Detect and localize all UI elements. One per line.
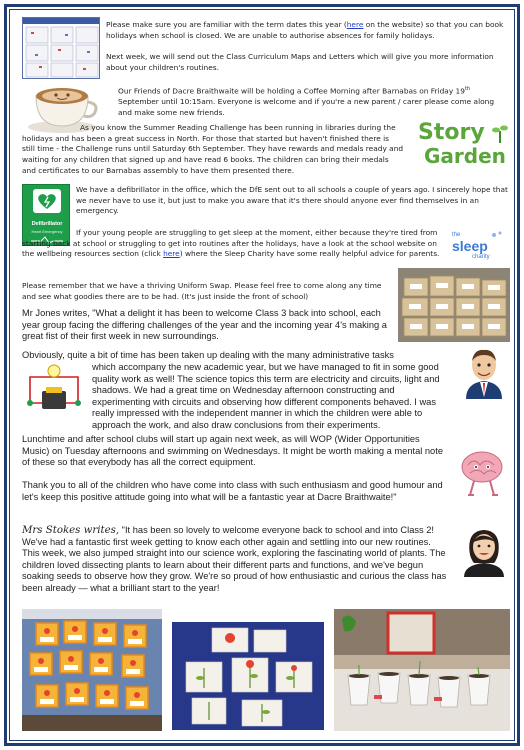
mrs-stokes-caricature [460, 525, 508, 577]
defib-sign-sub: Heart Emergency [31, 229, 63, 234]
uniform-boxes-photo [398, 268, 510, 342]
term-dates-link[interactable]: here [346, 20, 364, 29]
class3-thanks-paragraph: Thank you to all of the children who have come into class with such enthusiasm and good humour and let's keep this positive attitude going into what will be a fantastic year at Dacre Braithwaite!" [22, 480, 443, 502]
class3-intro-paragraph: Mr Jones writes, "What a delight it has been to welcome Class 3 back into school, each year group facing the differing challenges of the year and the incoming year 4's making a great fist of their first week in new surroundings. [22, 308, 387, 342]
story-garden-word-2: Garden [424, 144, 506, 168]
sleep-link[interactable]: here [163, 249, 180, 259]
class3-tasks-line: Obviously, quite a bit of time has been taken up dealing with the many administrative tasks [22, 350, 394, 360]
term-dates-text-2: on the website) so that you can book holidays when school is closed. We are unable to authorise absences for family holidays. [106, 20, 504, 40]
seed-cups-photo [334, 609, 510, 731]
coffee-morning-text: Our Friends of Dacre Braithwaite will be holding a Coffee Morning after Barnabas on Friday 19 [118, 86, 465, 96]
story-garden-logo [410, 121, 510, 173]
mrs-stokes-heading: Mrs Stokes writes, [22, 525, 120, 536]
class2-text: "It has been so lovely to welcome everyone back to school and into Class 2! We've had a fantastic first week getting to know each other again and settling into our new routines. This week, we also jumped straight into our science work, exploring the fascinating world of plants. The children loved dissecting plants to learn about their different parts and functions, and we've begun soaking seeds to observe how they grow. We're so proud of how enthusiastic and curious the class has been already — what a brilliant start to the year! [22, 525, 447, 593]
sleep-logo-main: sleep [452, 238, 488, 254]
uniform-swap-paragraph: Please remember that we have a thriving Uniform Swap. Please feel free to come along any time and see what goodies there are to be had. (It's just inside the front of school) [22, 281, 382, 301]
class3-clubs-paragraph: Lunchtime and after school clubs will start up again next week, as will WOP (Wider Opportunities Music) on Tuesday afternoons and swimming on Wednesdays. It might be worth making a mental note of these so that everybody has all the correct equipment. [22, 434, 443, 468]
sleep-paragraph [22, 228, 442, 260]
sleep-logo-the: the [452, 232, 461, 238]
circuit-illustration [22, 363, 86, 413]
curriculum-maps-paragraph: Next week, we will send out the Class Curriculum Maps and Letters which will give you more information about your children's routines. [106, 52, 494, 72]
class-display-photo [22, 609, 162, 731]
plant-parts-photo [172, 622, 324, 730]
date-superscript: th [464, 86, 471, 92]
term-dates-paragraph [106, 20, 506, 41]
summer-reading-paragraph [22, 123, 404, 177]
sleep-charity-logo [446, 230, 510, 266]
story-garden-word-1: Story [418, 121, 485, 145]
term-dates-text: Please make sure you are familiar with the term dates this year ( [106, 20, 347, 29]
sleep-text: If your young people are struggling to get sleep at the moment, either because they're tired from starting back at school or struggling to get into routines after the holidays, have a look at the school website on the wellbeing resources section (click [22, 228, 438, 259]
mr-jones-caricature [460, 345, 508, 399]
class3-science-paragraph: which accompany the new academic year, but we have managed to fit in some good quality work as well! The science topics this term are electricity and circuits, light and shadows. We had a great time on Wednesday afternoon constructing and experimenting with circuits and observing how different components behaved. I was really impressed with the independent manner in which the children were able to approach the work, and also draw conclusions from their experiments. [92, 362, 440, 430]
sleep-logo-sub: charity [472, 254, 490, 260]
sleep-text-2: ) where the Sleep Charity have some really helpful advice for parents. [179, 249, 440, 259]
calendar-thumbnail [22, 17, 100, 79]
class2-paragraph [22, 525, 450, 595]
defibrillator-paragraph: We have a defibrillator in the office, which the DfE sent out to all schools a couple of years ago. I sincerely hope that we never have to use it, but just to make you aware that it's there should anyone ever find themselves in an emergency. [76, 185, 508, 216]
brain-illustration [456, 447, 508, 499]
coffee-morning-text-2: September until 10:15am. Everyone is welcome and if you're a new parent / carer please come along and make some new friends. [118, 97, 495, 117]
defib-sign-title: Defibrillator [31, 221, 63, 227]
coffee-morning-paragraph [118, 84, 510, 119]
summer-reading-text: As you know the Summer Reading Challenge has been running in libraries during the holidays and has been a great success in North. For those that started but haven't finished there is still time - the Challenge runs until Saturday 6th September. They have rewards and medals ready and waiting for any children that signed up and have read 6 books. The children can bring their medals and certificates to our Barnabas assembly to have them presented there. [22, 123, 404, 175]
